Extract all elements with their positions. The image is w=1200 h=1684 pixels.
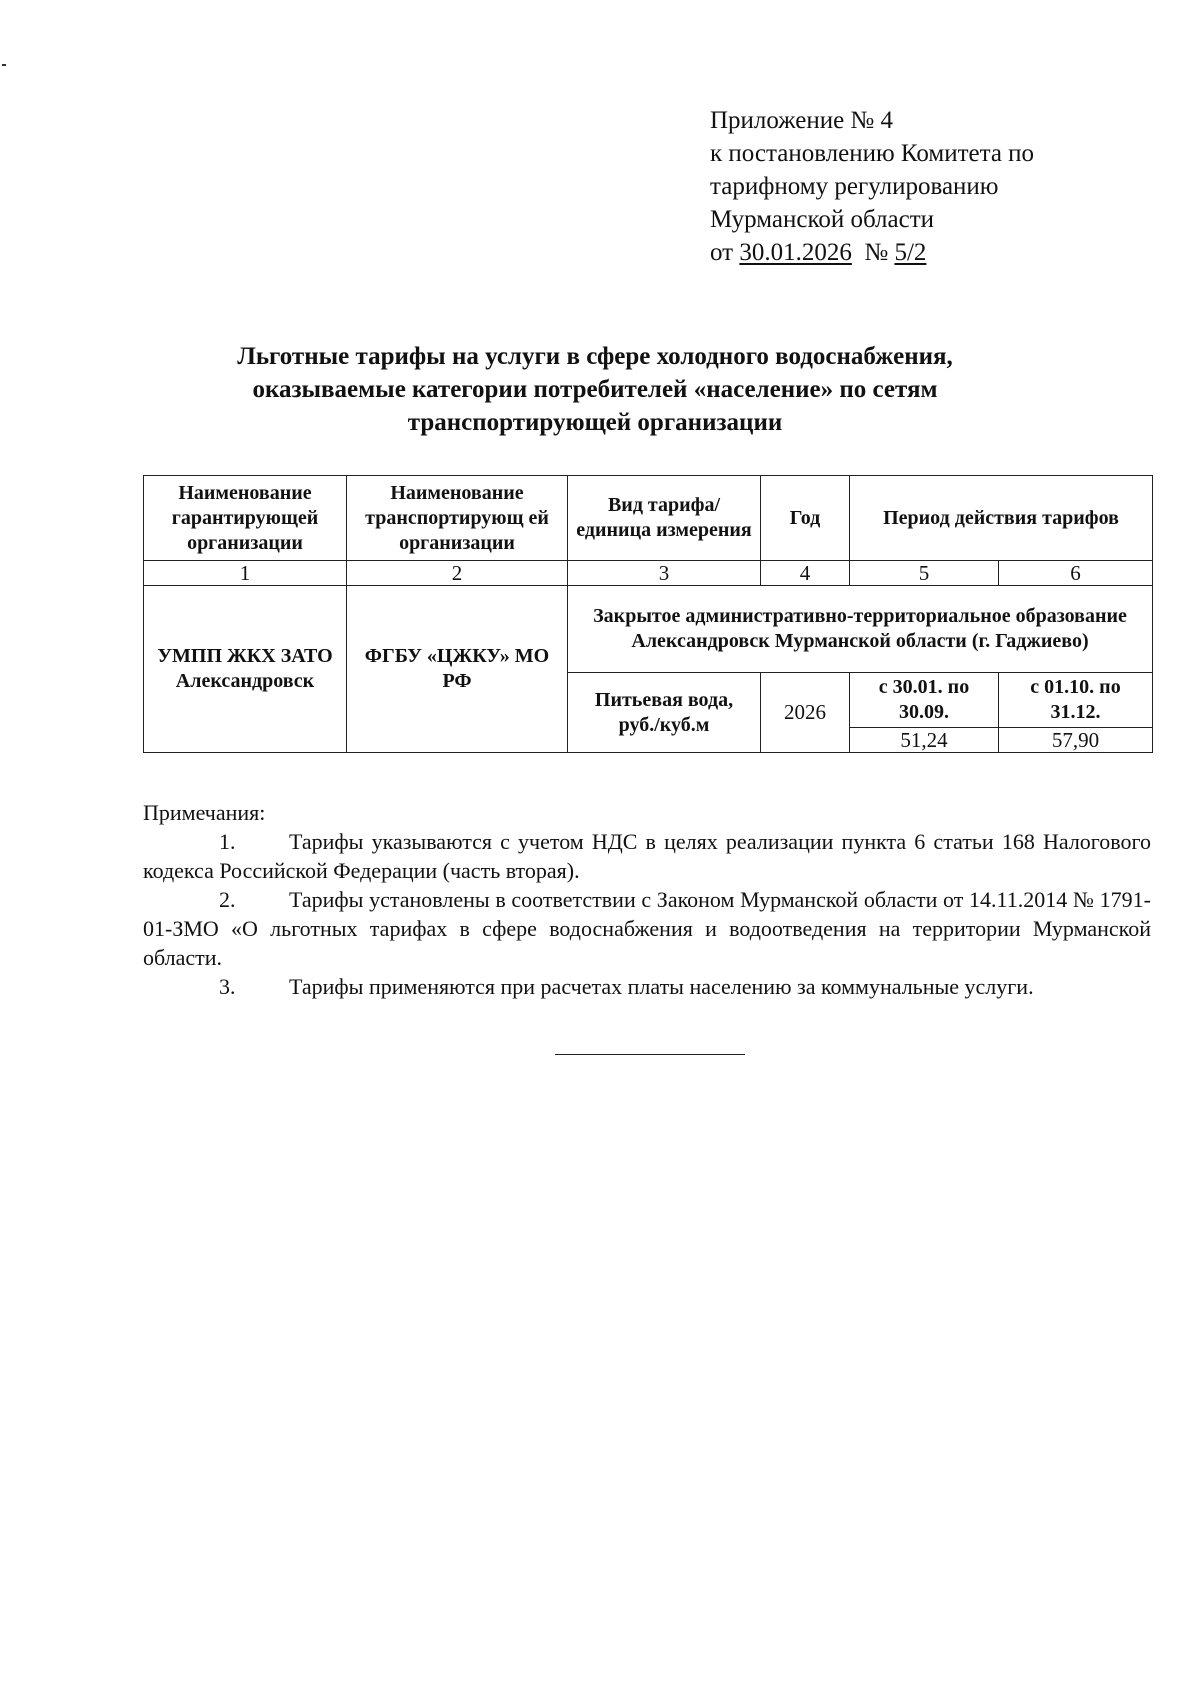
- column-number-1: 1: [144, 561, 347, 586]
- note-item: [143, 827, 1151, 885]
- header-validity-period: Период действия тарифов: [850, 476, 1153, 561]
- appendix-date-line: [710, 236, 1034, 269]
- year-cell: 2026: [761, 673, 850, 753]
- appendix-block: [710, 104, 1034, 269]
- territory-cell: Закрытое административно-территориальное образование Александровск Мурманской области (г. Гаджиево): [568, 586, 1153, 673]
- transport-org-cell: ФГБУ «ЦЖКУ» МО РФ: [347, 586, 568, 753]
- document-title: [150, 340, 1040, 439]
- appendix-date: 30.01.2026: [739, 239, 852, 266]
- note-text: Тарифы установлены в соответствии с Законом Мурманской области от 14.11.2014 № 1791-01-ЗМО «О льготных тарифах в сфере водоснабжения и водоотведения на территории Мурманской области.: [143, 887, 1151, 970]
- notes-heading: Примечания:: [143, 800, 266, 825]
- column-number-2: 2: [347, 561, 568, 586]
- scan-speck: [2, 64, 6, 66]
- appendix-date-prefix: от: [710, 239, 734, 266]
- note-item: [143, 972, 1151, 1001]
- appendix-line-3: тарифному регулированию: [710, 173, 999, 200]
- column-number-4: 4: [761, 561, 850, 586]
- column-number-3: 3: [568, 561, 761, 586]
- header-year: Год: [761, 476, 850, 561]
- tariff-value-1: 51,24: [850, 728, 999, 753]
- guaranteeing-org-cell: УМПП ЖКХ ЗАТО Александровск: [144, 586, 347, 753]
- period-1-cell: с 30.01. по 30.09.: [850, 673, 999, 728]
- closing-separator-line: [555, 1054, 745, 1055]
- header-guaranteeing-org: Наименование гарантирующей организации: [144, 476, 347, 561]
- note-number: 2.: [219, 887, 236, 912]
- notes-section: [143, 798, 1151, 1001]
- appendix-line-2: к постановлению Комитета по: [710, 140, 1035, 167]
- header-tariff-type: Вид тарифа/ единица измерения: [568, 476, 761, 561]
- table-header-row: [144, 476, 1153, 561]
- column-number-6: 6: [999, 561, 1153, 586]
- note-text: Тарифы указываются с учетом НДС в целях реализации пункта 6 статьи 168 Налогового кодекса Российской Федерации (часть вторая).: [143, 829, 1151, 883]
- appendix-number: 5/2: [894, 239, 927, 266]
- appendix-line-1: Приложение № 4: [710, 107, 894, 134]
- territory-row: [144, 586, 1153, 673]
- column-number-row: [144, 561, 1153, 586]
- title-line-3: транспортирующей организации: [407, 409, 783, 436]
- note-text: Тарифы применяются при расчетах платы населению за коммунальные услуги.: [289, 974, 1034, 999]
- tariff-table: [143, 475, 1153, 753]
- note-item: [143, 885, 1151, 972]
- title-line-2: оказываемые категории потребителей «население» по сетям: [252, 376, 938, 403]
- period-2-cell: с 01.10. по 31.12.: [999, 673, 1153, 728]
- title-line-1: Льготные тарифы на услуги в сфере холодного водоснабжения,: [237, 343, 953, 370]
- tariff-type-cell: Питьевая вода, руб./куб.м: [568, 673, 761, 753]
- appendix-number-prefix: №: [864, 239, 889, 266]
- note-number: 3.: [219, 974, 236, 999]
- header-transport-org: Наименование транспортирующ ей организации: [347, 476, 568, 561]
- tariff-value-2: 57,90: [999, 728, 1153, 753]
- appendix-line-4: Мурманской области: [710, 206, 935, 233]
- note-number: 1.: [219, 829, 236, 854]
- column-number-5: 5: [850, 561, 999, 586]
